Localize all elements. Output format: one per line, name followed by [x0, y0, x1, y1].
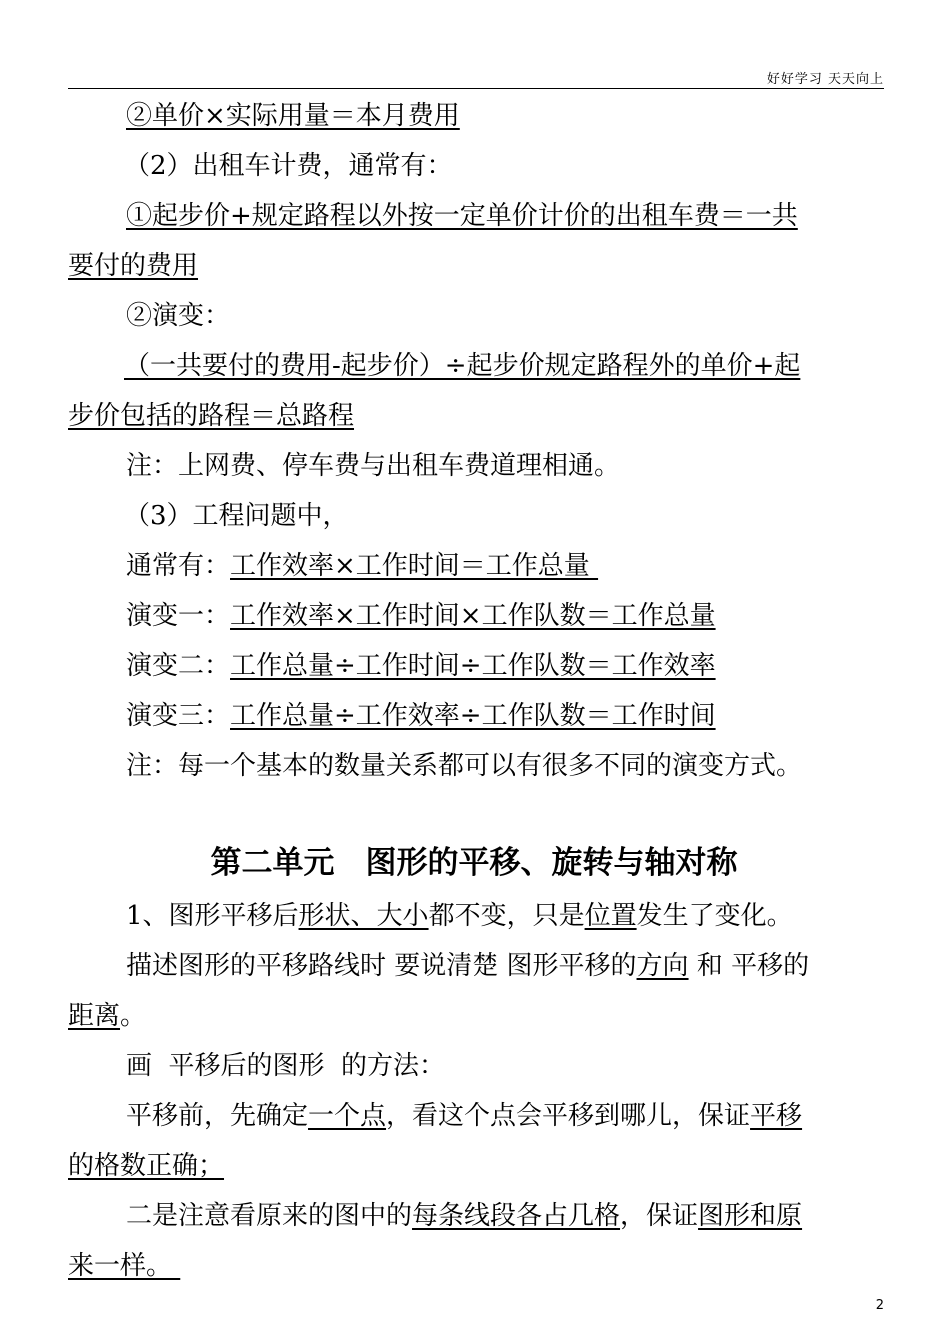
section-title: 第二单元 图形的平移、旋转与轴对称: [210, 845, 738, 881]
paragraph-line: [68, 201, 938, 231]
underlined-formula: 工作总量÷工作时间÷工作队数＝工作效率: [230, 651, 716, 681]
note-text: 注：每一个基本的数量关系都可以有很多不同的演变方式。: [126, 751, 803, 781]
underlined-term: 图形和原: [698, 1201, 803, 1231]
paragraph-line: [68, 401, 880, 431]
underlined-formula: 要付的费用: [68, 251, 199, 281]
underlined-formula: 步价包括的路程＝总路程: [68, 401, 355, 431]
header-motto: 好好学习 天天向上: [766, 72, 884, 87]
underlined-term: 距离: [68, 1001, 121, 1031]
paragraph-line: [68, 751, 938, 781]
label: 演变一：: [126, 601, 231, 631]
paragraph-line: [68, 1201, 938, 1231]
paragraph-line: [68, 101, 938, 131]
paragraph-line: [68, 551, 938, 581]
underlined-term: 的格数正确；: [68, 1151, 225, 1181]
underlined-term: 来一样。: [68, 1251, 181, 1281]
text: 二是注意看原来的图中的: [126, 1201, 413, 1231]
text: 画 平移后的图形 的方法：: [126, 1051, 446, 1081]
paragraph-line: [68, 251, 880, 281]
paragraph-line: [68, 151, 936, 181]
underlined-formula: ②单价×实际用量＝本月费用: [126, 101, 460, 131]
text: 发生了变化。: [636, 901, 793, 931]
paragraph-line: [68, 601, 938, 631]
underlined-term: 方向: [636, 951, 689, 981]
text: 和 平移的: [688, 951, 810, 981]
label: 演变三：: [126, 701, 231, 731]
text: 。: [120, 1001, 147, 1031]
label: 演变二：: [126, 651, 231, 681]
underlined-formula: （一共要付的费用-起步价）÷起步价规定路程外的单价+起: [124, 351, 801, 381]
text: 平移前，先确定: [126, 1101, 309, 1131]
paragraph-line: [68, 1001, 880, 1031]
paragraph-line: [68, 651, 938, 681]
paragraph-line: [68, 351, 936, 381]
note-text: 注：上网费、停车费与出租车费道理相通。: [126, 451, 621, 481]
text: 都不变，只是: [428, 901, 585, 931]
paragraph-line: [68, 1251, 880, 1281]
underlined-term: 形状、大小: [298, 901, 429, 931]
paragraph-line: [68, 951, 938, 981]
underlined-formula: ①起步价+规定路程以外按一定单价计价的出租车费＝一共: [126, 201, 798, 231]
text: 描述图形的平移路线时 要说清楚 图形平移的: [126, 951, 637, 981]
paragraph-line: [68, 451, 938, 481]
paragraph-line: [68, 1101, 938, 1131]
text: （2）出租车计费，通常有：: [124, 151, 453, 181]
underlined-formula: 工作效率×工作时间×工作队数＝工作总量: [230, 601, 716, 631]
underlined-formula: 工作总量÷工作效率÷工作队数＝工作时间: [230, 701, 716, 731]
underlined-term: 一个点: [308, 1101, 387, 1131]
page-number: 2: [875, 1298, 884, 1313]
underlined-term: 位置: [584, 901, 637, 931]
text: ，看这个点会平移到哪儿，保证: [386, 1101, 751, 1131]
text: 1、图形平移后: [126, 901, 299, 931]
paragraph-line: [68, 1051, 938, 1081]
page-header: [68, 68, 884, 89]
paragraph-line: [68, 901, 938, 931]
paragraph-line: [68, 1151, 880, 1181]
underlined-formula: 工作效率×工作时间＝工作总量: [230, 551, 599, 581]
text: （3）工程问题中，: [124, 501, 349, 531]
underlined-term: 平移: [750, 1101, 803, 1131]
text: ②演变：: [126, 301, 231, 331]
label: 通常有：: [126, 551, 231, 581]
text: ，保证: [620, 1201, 699, 1231]
paragraph-line: [68, 501, 936, 531]
paragraph-line: [68, 701, 938, 731]
paragraph-line: [68, 301, 938, 331]
underlined-term: 每条线段各占几格: [412, 1201, 621, 1231]
